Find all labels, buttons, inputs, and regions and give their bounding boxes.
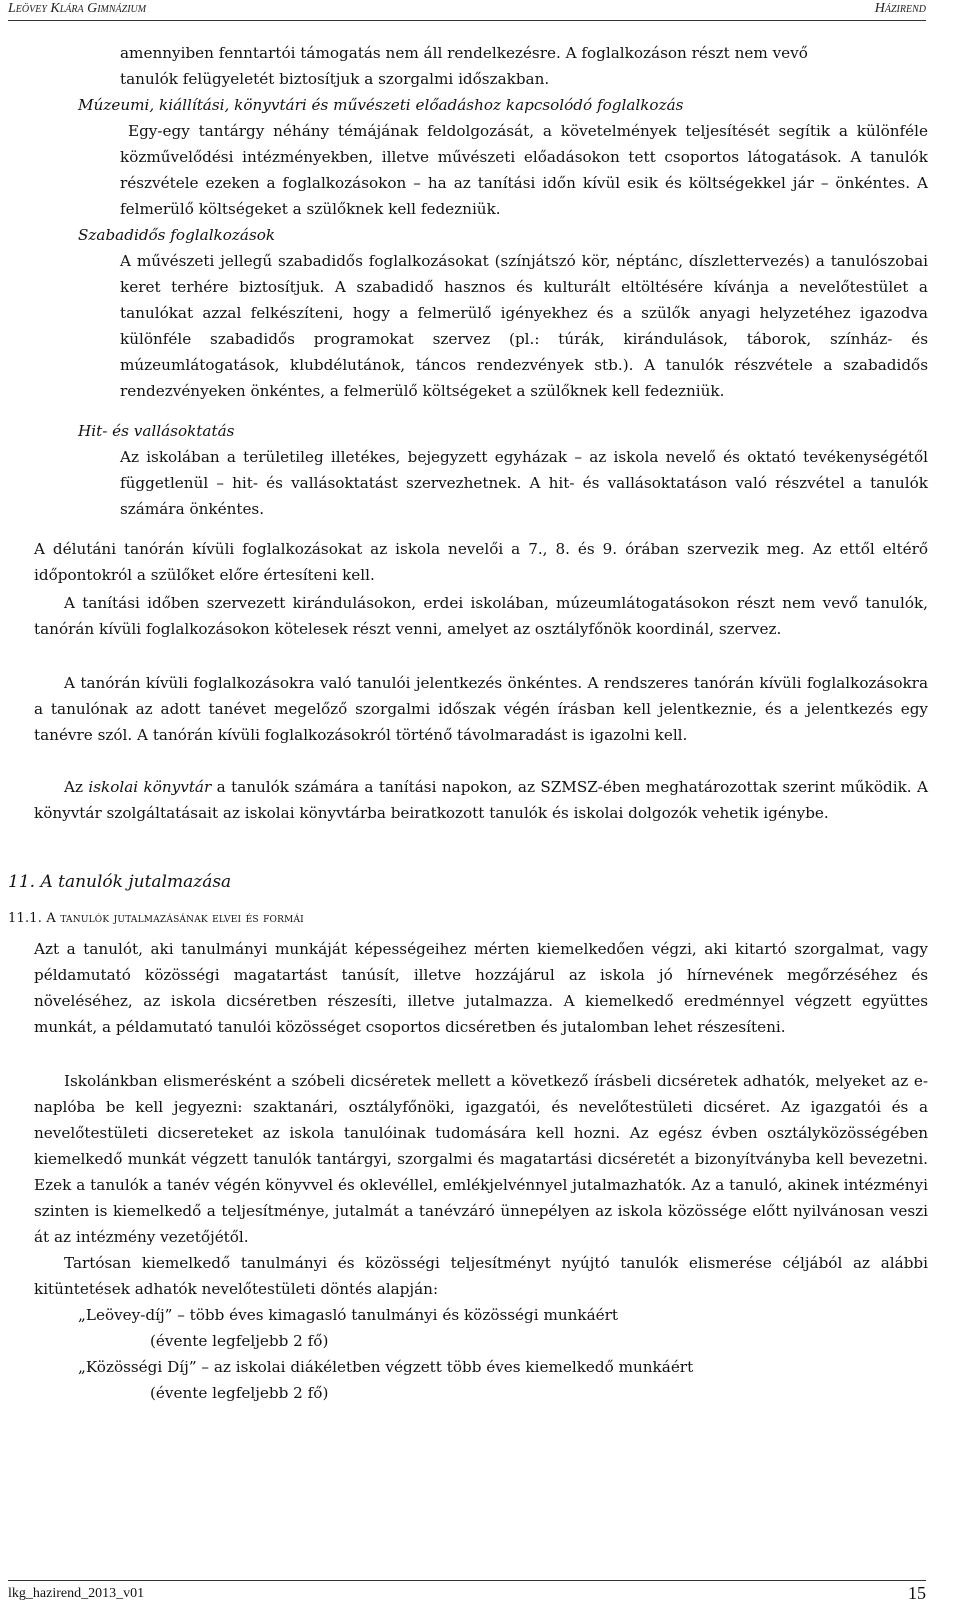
afternoon-paragraph: A délutáni tanórán kívüli foglalkozásokat az iskola nevelői a 7., 8. és 9. órában szervezik meg. Az ettől eltérő időpontokról a szülőket előre értesíteni kell. — [34, 540, 928, 584]
museum-paragraph: Egy-egy tantárgy néhány témájának feldolgozását, a követelmények teljesítését segítik a különféle közművelődési intézményekben, illetve művészeti előadásokon tett csoportos látogatások. A tanulók részvétele ezeken a foglalkozásokon – ha az tanítási időn kívül esik és költségekkel jár – önkéntes. A felmerülő költségeket a szülőknek kell fedezniük. — [120, 122, 928, 218]
subsection-heading — [8, 911, 304, 926]
paragraph-funding-line1: amennyiben fenntartói támogatás nem áll rendelkezésre. A foglalkozáson részt nem vevő — [120, 44, 808, 62]
faith-paragraph: Az iskolában a területileg illetékes, bejegyzett egyházak – az iskola nevelő és oktató tevékenységétől függetlenül – hit- és vallásoktatást szervezhetnek. A hit- és vallásoktatáson való részvétel a tanulók számára önkéntes. — [120, 448, 928, 518]
section-heading: 11. A tanulók jutalmazása — [8, 872, 232, 892]
faith-heading: Hit- és vallásoktatás — [78, 422, 235, 440]
paragraph-funding — [120, 40, 928, 92]
header-school-name: Leövey Klára Gimnázium — [8, 1, 147, 16]
header-doc-title: Házirend — [874, 1, 926, 16]
application-paragraph: A tanórán kívüli foglalkozásokra való tanulói jelentkezés önkéntes. A rendszeres tanórán kívüli foglalkozásokra a tanulónak az adott tanévet megelőző szorgalmi időszak végén írásban kell jelentkeznie, és a jelentkezés egy tanévre szól. A tanórán kívüli foglalkozásokról történő távolmaradást is igazolni kell. — [34, 674, 928, 744]
library-paragraph — [34, 774, 928, 826]
subsection-number: 11.1. — [8, 911, 43, 926]
library-text-pre: Az — [64, 778, 89, 796]
praise-paragraph: Iskolánkban elismerésként a szóbeli dicséretek mellett a következő írásbeli dicséretek adhatók, melyeket az e-naplóba be kell jegyezni: szaktanári, osztályfőnöki, igazgatói, és nevelőtestületi dicséret. Az igazgatói és a nevelőtestületi dicsereteket az iskola tanulóinak tudomására kell hozni. Az egész évben osztályközösségében kiemelkedő munkát végzett tanulók tantárgyi, szorgalmi és magatartási dicséretét a bizonyítványba kell bevezetni. Ezek a tanulók a tanév végén könyvvel és oklevéllel, emlékjelvénnyel jutalmazhatók. Az a tanuló, akinek intézményi szinten is kiemelkedő a teljesítménye, jutalmát a tanévzáró ünnepélyen az iskola közössége előtt nyilvánosan veszi át az intézmény vezetőjétől. — [34, 1072, 928, 1246]
page-footer — [8, 1580, 926, 1611]
footer-page-number: 15 — [908, 1583, 926, 1603]
awards-paragraph: Tartósan kiemelkedő tanulmányi és közösségi teljesítményt nyújtó tanulók elismerése céljából az alábbi kitüntetések adhatók nevelőtestületi döntés alapján: — [34, 1254, 928, 1298]
reward-paragraph: Azt a tanulót, aki tanulmányi munkáját képességeihez mérten kiemelkedően végzi, aki kitartó szorgalmat, vagy példamutató közösségi magatartást tanúsít, illetve hozzájárul az iskola jó hírnevének megőrzéséhez és növeléséhez, az iskola dicséretben részesíti, illetve jutalmazza. A kiemelkedő eredménnyel végzett együttes munkát, a példamutató tanulói közösséget csoportos dicséretben és jutalomban lehet részesíteni. — [34, 940, 928, 1036]
award-community: „Közösségi Díj” – az iskolai diákéletben végzett több éves kiemelkedő munkáért — [78, 1358, 694, 1376]
award-community-note: (évente legfeljebb 2 fő) — [150, 1384, 329, 1402]
page-header — [8, 0, 926, 21]
museum-heading: Múzeumi, kiállítási, könyvtári és művészeti előadáshoz kapcsolódó foglalkozás — [78, 96, 684, 114]
trips-paragraph: A tanítási időben szervezett kirándulásokon, erdei iskolában, múzeumlátogatásokon részt nem vevő tanulók, tanórán kívüli foglalkozásokon kötelesek részt venni, amelyet az osztályfőnök koordinál, szervez. — [34, 594, 928, 638]
library-term: iskolai könyvtár — [88, 778, 212, 796]
footer-doc-id: lkg_hazirend_2013_v01 — [8, 1586, 145, 1601]
paragraph-funding-line2: tanulók felügyeletét biztosítjuk a szorgalmi időszakban. — [120, 70, 550, 88]
award-leovey: „Leövey-díj” – több éves kimagasló tanulmányi és közösségi munkáért — [78, 1306, 619, 1324]
free-time-heading: Szabadidős foglalkozások — [78, 226, 276, 244]
award-leovey-note: (évente legfeljebb 2 fő) — [150, 1332, 329, 1350]
free-time-paragraph: A művészeti jellegű szabadidős foglalkozásokat (színjátszó kör, néptánc, díszlettervezés) a tanulószobai keret terhére biztosítjuk. A szabadidő hasznos és kulturált eltöltésére kívánja a nevelőtestület a tanulókat azzal felkészíteni, hogy a felmerülő igényekhez és a szülők anyagi helyzetéhez igazodva különféle szabadidős programokat szervez (pl.: túrák, kirándulások, táborok, színház- és múzeumlátogatások, klubdélutánok, táncos rendezvények stb.). A tanulók részvétele a szabadidős rendezvényeken önkéntes, a felmerülő költségeket a szülőknek kell fedezniük. — [120, 252, 928, 400]
subsection-title: A tanulók jutalmazásának elvei és formái — [46, 911, 304, 926]
library-text-post: a tanulók számára a tanítási napokon, az SZMSZ-ében meghatározottak szerint működik. A könyvtár szolgáltatásait az iskolai könyvtárba beiratkozott tanulók és iskolai dolgozók vehetik igénybe. — [34, 778, 928, 822]
